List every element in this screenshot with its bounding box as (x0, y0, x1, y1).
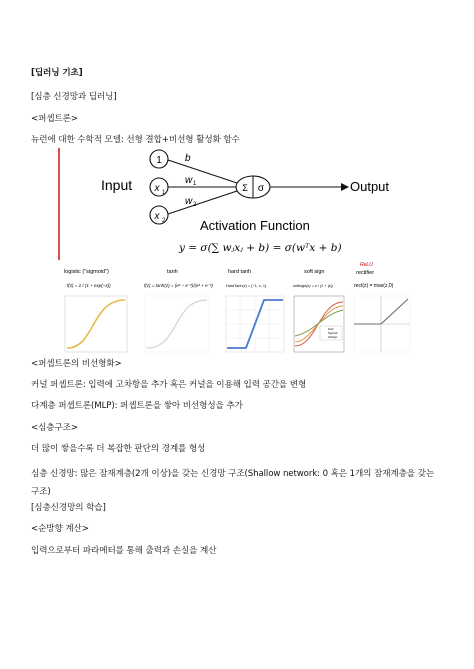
activation-panel-tanh (139, 262, 215, 357)
plot-frame-sigmoid (65, 296, 127, 352)
activation-panel-rectifier (350, 262, 412, 357)
weight-w2-sub: 2 (193, 202, 197, 208)
activation-formula-rectifier: rect(z) = max(z,0) (354, 283, 394, 289)
weight-w1-sub: 1 (193, 181, 197, 187)
body-text: 더 많이 쌓을수록 더 복잡한 판단의 경계를 형성 (31, 444, 206, 454)
sigma-symbol: σ (257, 183, 265, 194)
section-heading: [심층 신경망과 딥러닝] (31, 92, 117, 102)
body-text: 커널 퍼셉트론: 입력에 고차항을 추가 혹은 커널을 이용해 입력 공간을 변형 (31, 380, 307, 390)
subsection-heading: <심층구조> (31, 423, 79, 433)
activation-title-tanh: tanh (167, 269, 178, 275)
activation-panel-sigmoid (59, 262, 131, 357)
activation-formula: y = σ(∑ wⱼxⱼ + b) = σ(wᵀx + b) (179, 242, 342, 254)
x1-label: x (154, 183, 160, 194)
activation-formula-tanh: f(z) = tanh(z) = (eᶻ − e⁻ᶻ)/(eᶻ + e⁻ᶻ) (144, 283, 213, 288)
x2-label: x (154, 211, 160, 222)
legend-item-tanh: Tanh (328, 328, 334, 331)
activation-formula-hardtanh: HardTanh(x) = {−1, x, 1} (226, 284, 267, 288)
weight-w2: w (185, 196, 193, 207)
subsection-heading: <퍼셉트론> (31, 114, 79, 124)
activation-title-sigmoid: logistic ("sigmoid") (64, 269, 109, 275)
perceptron-diagram (57, 148, 397, 260)
legend-item-softsign: Softsign (328, 336, 338, 339)
x1-subscript: 1 (162, 190, 166, 196)
bias-node-label: 1 (156, 155, 162, 166)
sum-symbol: Σ (242, 183, 248, 193)
activation-formula-softsign: softsign(z) = z / (1 + |z|) (293, 284, 333, 288)
body-text: 뉴런에 대한 수학적 모델: 선형 결합+비선형 활성화 함수 (31, 135, 240, 145)
activation-formula-sigmoid: f(z) = 1 / (1 + exp(−z)) (67, 283, 111, 288)
relu-annotation: ReLU (360, 262, 373, 268)
activation-title-hardtanh: hard tanh (228, 269, 252, 275)
body-text-wrapped: 심층 신경망: 많은 잠재계층(2개 이상)을 갖는 신경망 구조(Shallow network: 0 혹은 1개의 잠재계층을 갖는 구조) (31, 469, 435, 497)
activation-title-softsign: soft sign (304, 269, 325, 275)
activation-title: Activation Function (200, 218, 310, 233)
weight-b: b (185, 153, 191, 164)
activation-panel-hardtanh (222, 262, 288, 357)
output-arrowhead (341, 183, 349, 191)
output-label: Output (350, 179, 390, 194)
subsection-heading: <퍼셉트론의 비선형화> (31, 359, 122, 369)
body-text: 다계층 퍼셉트론(MLP): 퍼셉트론을 쌓아 비선형성을 추가 (31, 401, 243, 411)
body-text: 입력으로부터 파라메터를 통해 출력과 손실을 계산 (31, 546, 217, 556)
x2-subscript: 2 (162, 218, 166, 224)
activation-title-rectifier: rectifier (356, 270, 375, 276)
legend-item-sigmoid: Sigmoid (328, 332, 338, 335)
subsection-heading: <순방향 계산> (31, 524, 89, 534)
activation-panel-softsign (290, 262, 348, 357)
plot-frame-softsign (294, 296, 344, 352)
weight-w1: w (185, 175, 193, 186)
input-label: Input (101, 177, 133, 193)
doc-title: [딥러닝 기초] (31, 68, 83, 78)
edge-x2 (168, 191, 237, 214)
edge-bias (168, 160, 237, 183)
section-heading: [심층신경망의 학습] (31, 503, 106, 513)
